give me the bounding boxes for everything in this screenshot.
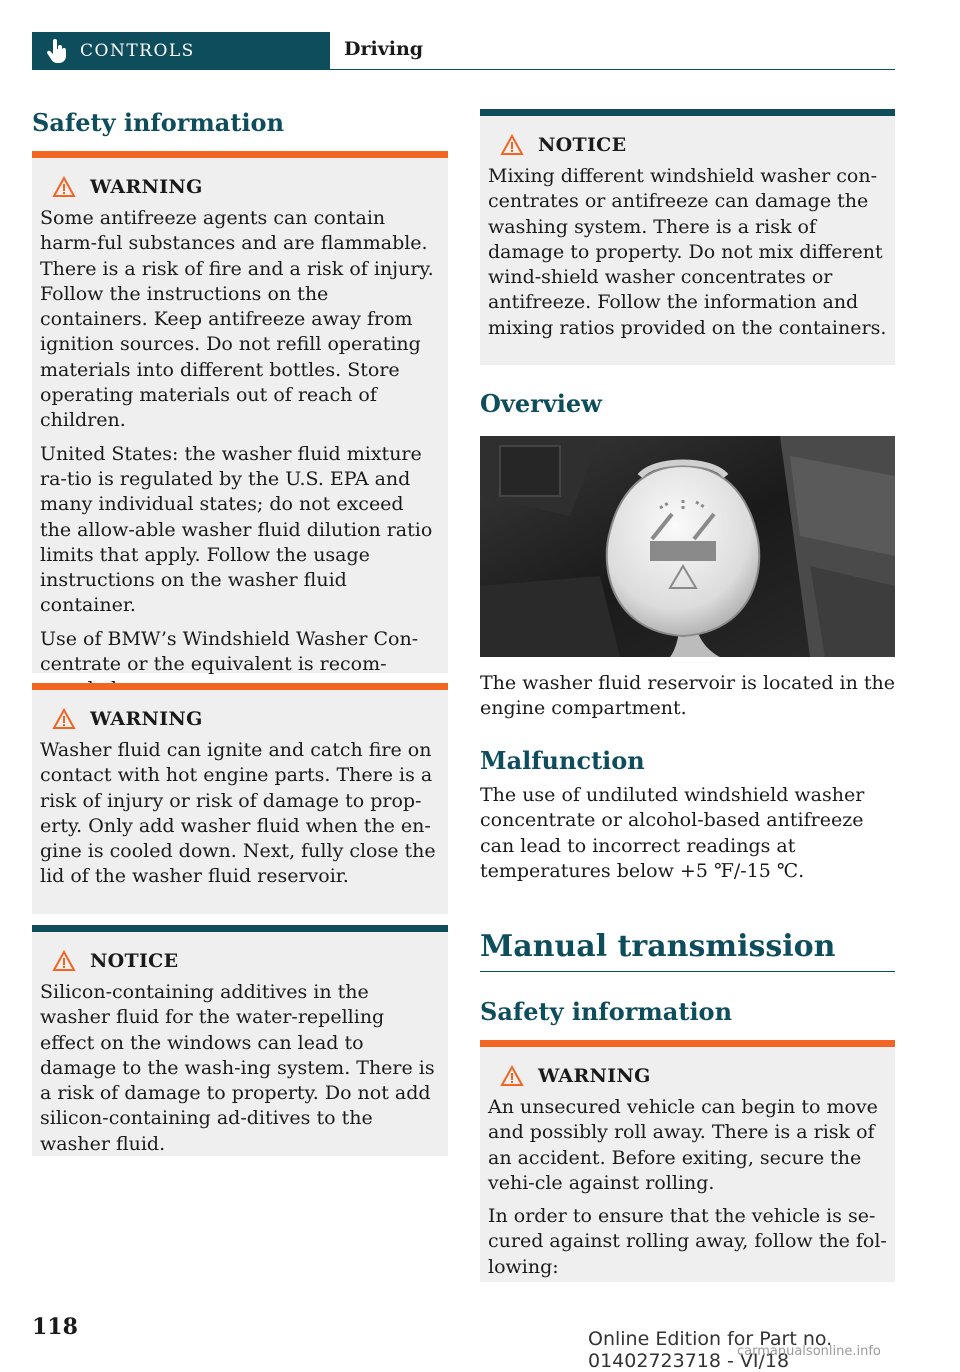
manual-transmission-heading: Manual transmission [480,929,836,964]
warning-label: WARNING [538,1065,651,1087]
section-tab [32,32,330,70]
edition-footer: Online Edition for Part no. 01402723718 - VI/18 [588,1328,833,1372]
warning-triangle-icon [500,134,524,156]
watermark: carmanualsonline.info [737,1344,881,1359]
hand-pointer-icon [46,39,68,63]
malfunction-heading: Malfunction [480,746,645,775]
washer-reservoir-illustration [480,436,895,657]
notice-box-silicon [32,925,448,1156]
warning-label: WARNING [90,176,203,198]
section-label: CONTROLS [80,41,195,61]
washer-reservoir-photo [480,436,895,657]
notice-label: NOTICE [90,950,179,972]
header-rule [330,69,895,70]
warning-triangle-icon [52,176,76,198]
right-safety-heading: Safety information [480,997,733,1026]
chapter-title: Driving [344,38,424,60]
box-paragraph: An unsecured vehicle can begin to move and possibly roll away. There is a risk of an accident. Before exiting, secure the vehi‐cle against rolling. [488,1096,878,1194]
box-paragraph: Use of BMW’s Windshield Washer Con‐centrate or the equivalent is recom‐ [40,627,419,676]
page-number: 118 [32,1314,78,1340]
box-paragraph: United States: the washer fluid mixture ra‐tio is regulated by the U.S. EPA and many individual states; do not exceed the allow‐able washer fluid dilution ratio limits that apply. Follow the usage instructions on the washer fluid container. [40,442,433,617]
box-paragraph: Washer fluid can ignite and catch fire on contact with hot engine parts. There is a risk of injury or risk of damage to prop‐erty. Only add washer fluid when the en‐gine is cooled down. Next, fully close the lid of the washer fluid reservoir. [40,739,436,888]
warning-box-rolling [480,1040,895,1282]
overview-text: The washer fluid reservoir is located in the engine compartment. [480,672,896,720]
box-paragraph: In order to ensure that the vehicle is se‐cured against rolling away, follow the fol‐lowing: [488,1205,887,1278]
left-safety-heading: Safety information [32,108,285,137]
warning-box-antifreeze [32,151,448,676]
warning-triangle-icon [52,708,76,730]
warning-label: WARNING [90,708,203,730]
notice-box-mixing [480,109,895,365]
overview-heading: Overview [480,389,602,418]
box-paragraph: Some antifreeze agents can contain harm‐ful substances and are flammable. There is a risk of fire and a risk of injury. Follow the instructions on the containers. Keep antifreeze away from ignition sources. Do not refill operating materials into different bottles. Store operating materials out of reach of children. [40,207,434,432]
notice-label: NOTICE [538,134,627,156]
warning-triangle-icon [500,1065,524,1087]
warning-box-ignite [32,683,448,914]
malfunction-text: The use of undiluted windshield washer concentrate or alcohol-based antifreeze can lead to incorrect readings at temperatures below +5 ℉/-15 ℃. [480,784,865,882]
warning-triangle-icon [52,950,76,972]
section-rule [480,971,895,972]
box-paragraph: Mixing different windshield washer con‐centrates or antifreeze can damage the washing system. There is a risk of damage to property. Do not mix different wind‐shield washer concentrates or antifreeze. Follow the information and mixing ratios provided on the containers. [488,165,887,339]
box-paragraph: Silicon-containing additives in the washer fluid for the water-repelling effect on the windows can lead to damage to the wash‐ing system. There is a risk of damage to property. Do not add silicon-containing ad‐ditives to the washer fluid. [40,981,435,1155]
